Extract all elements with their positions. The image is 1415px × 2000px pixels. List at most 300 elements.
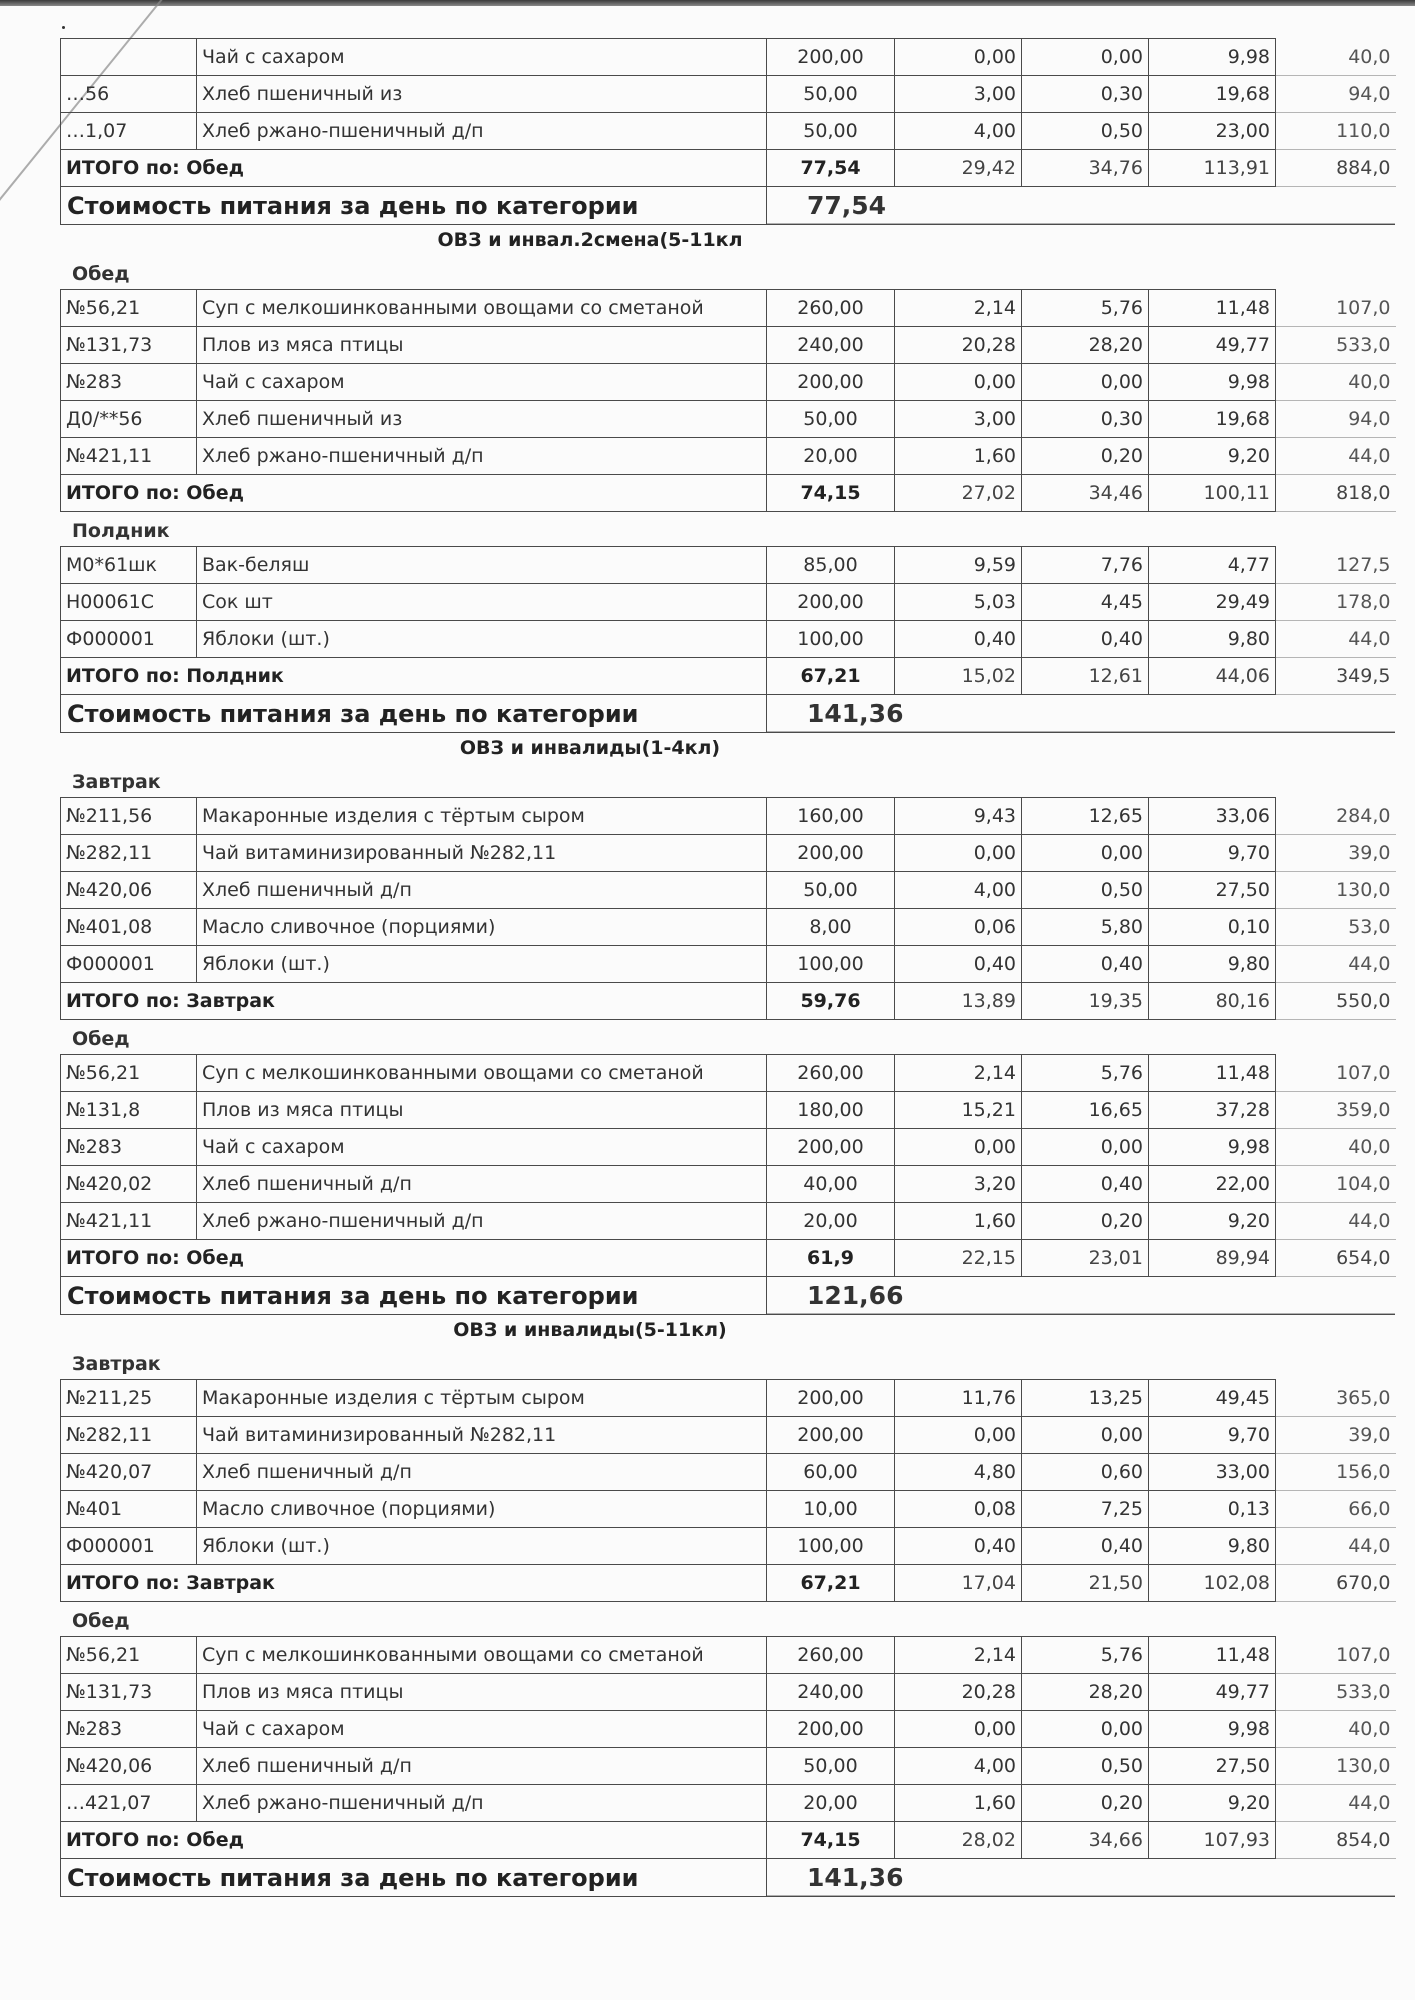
dish-fat: 13,25 [1022, 1380, 1149, 1417]
dish-code: …421,07 [61, 1785, 197, 1822]
dish-code [61, 39, 197, 76]
dish-code: №131,73 [61, 327, 197, 364]
meal-list [60, 255, 1400, 695]
meal-list [60, 38, 1400, 187]
meal-total-carbs: 100,11 [1149, 475, 1276, 512]
dish-row [61, 1785, 1396, 1822]
dish-carbs: 9,98 [1149, 1711, 1276, 1748]
dish-quantity: 200,00 [767, 835, 895, 872]
dish-carbs: 19,68 [1149, 76, 1276, 113]
dish-name: Макаронные изделия с тёртым сыром [197, 798, 767, 835]
meal-block [60, 255, 1400, 512]
dish-quantity: 260,00 [767, 1055, 895, 1092]
dish-name: Плов из мяса птицы [197, 327, 767, 364]
dish-protein: 0,40 [895, 1528, 1022, 1565]
dish-carbs: 9,98 [1149, 1129, 1276, 1166]
meal-total-fat: 21,50 [1022, 1565, 1149, 1602]
dish-code: №211,25 [61, 1380, 197, 1417]
dish-quantity: 200,00 [767, 584, 895, 621]
meal-table [60, 1379, 1396, 1602]
dish-quantity: 50,00 [767, 1748, 895, 1785]
dish-name: Хлеб пшеничный из [197, 76, 767, 113]
dish-fat: 0,50 [1022, 113, 1149, 150]
dish-code: №401 [61, 1491, 197, 1528]
dish-quantity: 200,00 [767, 39, 895, 76]
dish-quantity: 50,00 [767, 872, 895, 909]
dish-code: №56,21 [61, 1637, 197, 1674]
dish-name: Яблоки (шт.) [197, 621, 767, 658]
dish-quantity: 40,00 [767, 1166, 895, 1203]
dish-code: Ф000001 [61, 621, 197, 658]
dish-code: Ф000001 [61, 1528, 197, 1565]
meal-total-fat: 12,61 [1022, 658, 1149, 695]
meal-total-fat: 34,46 [1022, 475, 1149, 512]
dish-protein: 1,60 [895, 438, 1022, 475]
dish-code: №283 [61, 364, 197, 401]
meal-total-protein: 28,02 [895, 1822, 1022, 1859]
dish-quantity: 50,00 [767, 76, 895, 113]
dish-protein: 20,28 [895, 327, 1022, 364]
meal-block [60, 1020, 1400, 1277]
dish-fat: 0,00 [1022, 1711, 1149, 1748]
dish-fat: 0,40 [1022, 621, 1149, 658]
dish-row [61, 364, 1396, 401]
dish-protein: 5,03 [895, 584, 1022, 621]
meal-block [60, 38, 1400, 187]
dish-quantity: 50,00 [767, 113, 895, 150]
meal-total-cost: 67,21 [767, 1565, 895, 1602]
meal-total-cost: 59,76 [767, 983, 895, 1020]
dish-kcal: 66,0 [1276, 1491, 1396, 1528]
meal-total-label: ИТОГО по: Завтрак [61, 1565, 197, 1602]
meal-total-spacer [197, 1822, 767, 1859]
dish-protein: 0,00 [895, 1711, 1022, 1748]
dish-carbs: 9,98 [1149, 39, 1276, 76]
dish-row [61, 1637, 1396, 1674]
dish-name: Плов из мяса птицы [197, 1092, 767, 1129]
dish-quantity: 20,00 [767, 1785, 895, 1822]
day-cost-row [60, 187, 1395, 225]
category-section [60, 225, 1400, 733]
dish-name: Суп с мелкошинкованными овощами со сметаной [197, 1055, 767, 1092]
meal-total-kcal: 550,0 [1276, 983, 1396, 1020]
meal-total-carbs: 89,94 [1149, 1240, 1276, 1277]
dish-carbs: 33,06 [1149, 798, 1276, 835]
dish-code: №131,73 [61, 1674, 197, 1711]
dish-name: Чай с сахаром [197, 1711, 767, 1748]
dish-row [61, 909, 1396, 946]
dish-kcal: 107,0 [1276, 290, 1396, 327]
dish-row [61, 872, 1396, 909]
dish-kcal: 284,0 [1276, 798, 1396, 835]
dish-fat: 5,76 [1022, 290, 1149, 327]
dish-protein: 9,59 [895, 547, 1022, 584]
meal-total-row [61, 658, 1396, 695]
meal-total-protein: 17,04 [895, 1565, 1022, 1602]
dish-fat: 7,25 [1022, 1491, 1149, 1528]
dish-name: Чай витаминизированный №282,11 [197, 1417, 767, 1454]
dish-code: …1,07 [61, 113, 197, 150]
dish-code: №420,02 [61, 1166, 197, 1203]
meal-total-protein: 15,02 [895, 658, 1022, 695]
day-cost-label: Стоимость питания за день по категории [61, 1277, 767, 1314]
dish-quantity: 60,00 [767, 1454, 895, 1491]
dish-carbs: 9,20 [1149, 1203, 1276, 1240]
meal-total-row [61, 1565, 1396, 1602]
meal-total-label: ИТОГО по: Полдник [61, 658, 197, 695]
dish-name: Чай с сахаром [197, 364, 767, 401]
dish-fat: 0,40 [1022, 1528, 1149, 1565]
dish-protein: 0,00 [895, 1129, 1022, 1166]
dish-carbs: 23,00 [1149, 113, 1276, 150]
meal-block [60, 763, 1400, 1020]
category-section [60, 38, 1400, 225]
meal-total-fat: 34,76 [1022, 150, 1149, 187]
dish-row [61, 1748, 1396, 1785]
dish-carbs: 4,77 [1149, 547, 1276, 584]
dish-row [61, 1380, 1396, 1417]
meal-total-kcal: 854,0 [1276, 1822, 1396, 1859]
meal-total-row [61, 150, 1396, 187]
dish-protein: 2,14 [895, 290, 1022, 327]
dish-quantity: 20,00 [767, 438, 895, 475]
dish-kcal: 44,0 [1276, 1203, 1396, 1240]
dish-kcal: 130,0 [1276, 872, 1396, 909]
dish-kcal: 94,0 [1276, 76, 1396, 113]
dish-code: №56,21 [61, 1055, 197, 1092]
dish-quantity: 20,00 [767, 1203, 895, 1240]
dish-kcal: 39,0 [1276, 1417, 1396, 1454]
dish-fat: 4,45 [1022, 584, 1149, 621]
dish-quantity: 10,00 [767, 1491, 895, 1528]
meal-block [60, 1345, 1400, 1602]
meal-total-row [61, 1822, 1396, 1859]
meal-total-protein: 22,15 [895, 1240, 1022, 1277]
dish-row [61, 1092, 1396, 1129]
day-cost-value: 121,66 [767, 1277, 1395, 1314]
dish-row [61, 401, 1396, 438]
day-cost-label: Стоимость питания за день по категории [61, 1859, 767, 1896]
dish-quantity: 260,00 [767, 1637, 895, 1674]
dish-name: Хлеб пшеничный д/п [197, 1748, 767, 1785]
dish-kcal: 44,0 [1276, 946, 1396, 983]
dish-quantity: 240,00 [767, 327, 895, 364]
dish-name: Чай витаминизированный №282,11 [197, 835, 767, 872]
dish-code: М0*61шк [61, 547, 197, 584]
dish-kcal: 40,0 [1276, 39, 1396, 76]
meal-table [60, 797, 1396, 1020]
meal-total-cost: 67,21 [767, 658, 895, 695]
day-cost-row [60, 1277, 1395, 1315]
meal-total-spacer [197, 150, 767, 187]
dish-quantity: 160,00 [767, 798, 895, 835]
meal-total-carbs: 44,06 [1149, 658, 1276, 695]
dish-kcal: 44,0 [1276, 621, 1396, 658]
dish-protein: 0,40 [895, 946, 1022, 983]
dish-kcal: 44,0 [1276, 1528, 1396, 1565]
dish-row [61, 584, 1396, 621]
meal-total-row [61, 475, 1396, 512]
dish-carbs: 22,00 [1149, 1166, 1276, 1203]
meal-total-kcal: 670,0 [1276, 1565, 1396, 1602]
category-title: ОВЗ и инвалиды(1-4кл) [459, 737, 721, 759]
dish-fat: 0,40 [1022, 1166, 1149, 1203]
dish-quantity: 200,00 [767, 1417, 895, 1454]
meal-total-label: ИТОГО по: Завтрак [61, 983, 197, 1020]
dish-carbs: 11,48 [1149, 290, 1276, 327]
dish-name: Масло сливочное (порциями) [197, 909, 767, 946]
meal-total-label: ИТОГО по: Обед [61, 150, 197, 187]
dish-protein: 0,08 [895, 1491, 1022, 1528]
meal-title: Обед [72, 1028, 130, 1050]
dish-fat: 0,00 [1022, 364, 1149, 401]
dish-name: Хлеб пшеничный из [197, 401, 767, 438]
dish-carbs: 9,80 [1149, 946, 1276, 983]
dish-protein: 4,00 [895, 1748, 1022, 1785]
dish-name: Масло сливочное (порциями) [197, 1491, 767, 1528]
dish-kcal: 53,0 [1276, 909, 1396, 946]
meal-total-spacer [197, 1565, 767, 1602]
dish-fat: 28,20 [1022, 327, 1149, 364]
dish-fat: 0,50 [1022, 1748, 1149, 1785]
meal-total-protein: 29,42 [895, 150, 1022, 187]
dish-kcal: 359,0 [1276, 1092, 1396, 1129]
dish-row [61, 621, 1396, 658]
dish-row [61, 547, 1396, 584]
dish-fat: 5,76 [1022, 1055, 1149, 1092]
dish-row [61, 1711, 1396, 1748]
dish-protein: 2,14 [895, 1055, 1022, 1092]
dish-carbs: 49,77 [1149, 327, 1276, 364]
dish-protein: 3,00 [895, 76, 1022, 113]
dish-kcal: 107,0 [1276, 1637, 1396, 1674]
dish-protein: 0,06 [895, 909, 1022, 946]
dish-name: Хлеб пшеничный д/п [197, 1166, 767, 1203]
meal-total-spacer [197, 983, 767, 1020]
meal-list [60, 1345, 1400, 1859]
dish-name: Вак-беляш [197, 547, 767, 584]
dish-protein: 0,00 [895, 1417, 1022, 1454]
dish-code: №420,06 [61, 1748, 197, 1785]
dish-quantity: 200,00 [767, 364, 895, 401]
meal-table [60, 1054, 1396, 1277]
dish-quantity: 100,00 [767, 946, 895, 983]
dish-row [61, 438, 1396, 475]
dish-carbs: 37,28 [1149, 1092, 1276, 1129]
dish-code: №401,08 [61, 909, 197, 946]
category-title: ОВЗ и инвал.2смена(5-11кл [437, 229, 743, 251]
dish-row [61, 798, 1396, 835]
meal-title: Полдник [72, 520, 170, 542]
dish-name: Суп с мелкошинкованными овощами со сметаной [197, 1637, 767, 1674]
dish-quantity: 240,00 [767, 1674, 895, 1711]
dish-carbs: 49,77 [1149, 1674, 1276, 1711]
dish-fat: 0,60 [1022, 1454, 1149, 1491]
scan-top-edge [0, 0, 1415, 6]
dish-protein: 20,28 [895, 1674, 1022, 1711]
scan-speck [62, 26, 65, 29]
dish-fat: 7,76 [1022, 547, 1149, 584]
category-title: ОВЗ и инвалиды(5-11кл) [453, 1319, 727, 1341]
dish-fat: 0,00 [1022, 1417, 1149, 1454]
dish-name: Макаронные изделия с тёртым сыром [197, 1380, 767, 1417]
dish-row [61, 946, 1396, 983]
dish-code: №421,11 [61, 1203, 197, 1240]
day-cost-value: 141,36 [767, 1859, 1395, 1896]
meal-block [60, 1602, 1400, 1859]
dish-carbs: 11,48 [1149, 1055, 1276, 1092]
meal-total-cost: 74,15 [767, 1822, 895, 1859]
dish-carbs: 0,13 [1149, 1491, 1276, 1528]
meal-total-row [61, 1240, 1396, 1277]
dish-code: №421,11 [61, 438, 197, 475]
dish-fat: 0,00 [1022, 39, 1149, 76]
dish-row [61, 39, 1396, 76]
dish-quantity: 260,00 [767, 290, 895, 327]
dish-code: Д0/**56 [61, 401, 197, 438]
dish-fat: 0,20 [1022, 1785, 1149, 1822]
category-section [60, 733, 1400, 1315]
meal-total-fat: 34,66 [1022, 1822, 1149, 1859]
dish-kcal: 110,0 [1276, 113, 1396, 150]
dish-fat: 0,00 [1022, 835, 1149, 872]
dish-kcal: 40,0 [1276, 1711, 1396, 1748]
meal-total-spacer [197, 475, 767, 512]
meal-total-cost: 74,15 [767, 475, 895, 512]
dish-fat: 0,20 [1022, 1203, 1149, 1240]
dish-carbs: 19,68 [1149, 401, 1276, 438]
meal-table [60, 289, 1396, 512]
dish-name: Хлеб пшеничный д/п [197, 1454, 767, 1491]
meal-total-cost: 61,9 [767, 1240, 895, 1277]
dish-kcal: 178,0 [1276, 584, 1396, 621]
dish-name: Хлеб ржано-пшеничный д/п [197, 1203, 767, 1240]
dish-carbs: 0,10 [1149, 909, 1276, 946]
dish-quantity: 200,00 [767, 1380, 895, 1417]
dish-name: Сок шт [197, 584, 767, 621]
meal-total-kcal: 818,0 [1276, 475, 1396, 512]
meal-list [60, 763, 1400, 1277]
dish-quantity: 8,00 [767, 909, 895, 946]
meal-table [60, 38, 1396, 187]
day-cost-row [60, 695, 1395, 733]
dish-protein: 15,21 [895, 1092, 1022, 1129]
dish-protein: 0,00 [895, 835, 1022, 872]
dish-carbs: 9,80 [1149, 621, 1276, 658]
dish-kcal: 365,0 [1276, 1380, 1396, 1417]
dish-carbs: 29,49 [1149, 584, 1276, 621]
dish-code: Ф000001 [61, 946, 197, 983]
dish-protein: 1,60 [895, 1785, 1022, 1822]
day-cost-label: Стоимость питания за день по категории [61, 187, 767, 224]
dish-name: Чай с сахаром [197, 39, 767, 76]
dish-quantity: 180,00 [767, 1092, 895, 1129]
meal-title: Завтрак [72, 1353, 161, 1375]
dish-protein: 3,20 [895, 1166, 1022, 1203]
dish-protein: 4,00 [895, 872, 1022, 909]
dish-protein: 2,14 [895, 1637, 1022, 1674]
dish-carbs: 9,98 [1149, 364, 1276, 401]
dish-kcal: 533,0 [1276, 327, 1396, 364]
dish-kcal: 40,0 [1276, 1129, 1396, 1166]
dish-fat: 5,76 [1022, 1637, 1149, 1674]
dish-kcal: 107,0 [1276, 1055, 1396, 1092]
meal-total-carbs: 113,91 [1149, 150, 1276, 187]
dish-kcal: 44,0 [1276, 438, 1396, 475]
dish-name: Хлеб ржано-пшеничный д/п [197, 1785, 767, 1822]
dish-row [61, 290, 1396, 327]
meal-total-carbs: 102,08 [1149, 1565, 1276, 1602]
dish-protein: 1,60 [895, 1203, 1022, 1240]
dish-kcal: 40,0 [1276, 364, 1396, 401]
menu-document [60, 38, 1400, 1897]
day-cost-row [60, 1859, 1395, 1897]
dish-row [61, 1417, 1396, 1454]
dish-protein: 0,40 [895, 621, 1022, 658]
dish-row [61, 1674, 1396, 1711]
day-cost-value: 77,54 [767, 187, 1395, 224]
dish-code: №211,56 [61, 798, 197, 835]
meal-total-kcal: 884,0 [1276, 150, 1396, 187]
meal-total-kcal: 654,0 [1276, 1240, 1396, 1277]
dish-row [61, 1166, 1396, 1203]
dish-code: №283 [61, 1129, 197, 1166]
dish-row [61, 1454, 1396, 1491]
dish-code: №131,8 [61, 1092, 197, 1129]
meal-total-label: ИТОГО по: Обед [61, 1240, 197, 1277]
dish-fat: 0,30 [1022, 76, 1149, 113]
dish-fat: 16,65 [1022, 1092, 1149, 1129]
dish-kcal: 130,0 [1276, 1748, 1396, 1785]
dish-row [61, 1055, 1396, 1092]
dish-kcal: 127,5 [1276, 547, 1396, 584]
meal-table [60, 1636, 1396, 1859]
dish-name: Яблоки (шт.) [197, 1528, 767, 1565]
dish-carbs: 49,45 [1149, 1380, 1276, 1417]
dish-code: …56 [61, 76, 197, 113]
dish-fat: 0,40 [1022, 946, 1149, 983]
meal-total-kcal: 349,5 [1276, 658, 1396, 695]
dish-fat: 0,00 [1022, 1129, 1149, 1166]
dish-quantity: 50,00 [767, 401, 895, 438]
meal-total-fat: 19,35 [1022, 983, 1149, 1020]
meal-total-fat: 23,01 [1022, 1240, 1149, 1277]
dish-fat: 12,65 [1022, 798, 1149, 835]
dish-name: Чай с сахаром [197, 1129, 767, 1166]
dish-name: Хлеб ржано-пшеничный д/п [197, 113, 767, 150]
dish-quantity: 200,00 [767, 1711, 895, 1748]
dish-code: №282,11 [61, 1417, 197, 1454]
dish-name: Хлеб ржано-пшеничный д/п [197, 438, 767, 475]
meal-total-carbs: 107,93 [1149, 1822, 1276, 1859]
meal-title: Завтрак [72, 771, 161, 793]
day-cost-label: Стоимость питания за день по категории [61, 695, 767, 732]
dish-kcal: 39,0 [1276, 835, 1396, 872]
dish-protein: 11,76 [895, 1380, 1022, 1417]
meal-total-row [61, 983, 1396, 1020]
dish-code: №56,21 [61, 290, 197, 327]
dish-code: №282,11 [61, 835, 197, 872]
dish-carbs: 27,50 [1149, 872, 1276, 909]
dish-fat: 28,20 [1022, 1674, 1149, 1711]
meal-total-spacer [197, 1240, 767, 1277]
dish-carbs: 9,20 [1149, 1785, 1276, 1822]
dish-protein: 0,00 [895, 39, 1022, 76]
dish-code: Н00061С [61, 584, 197, 621]
dish-kcal: 533,0 [1276, 1674, 1396, 1711]
dish-row [61, 1129, 1396, 1166]
dish-kcal: 44,0 [1276, 1785, 1396, 1822]
